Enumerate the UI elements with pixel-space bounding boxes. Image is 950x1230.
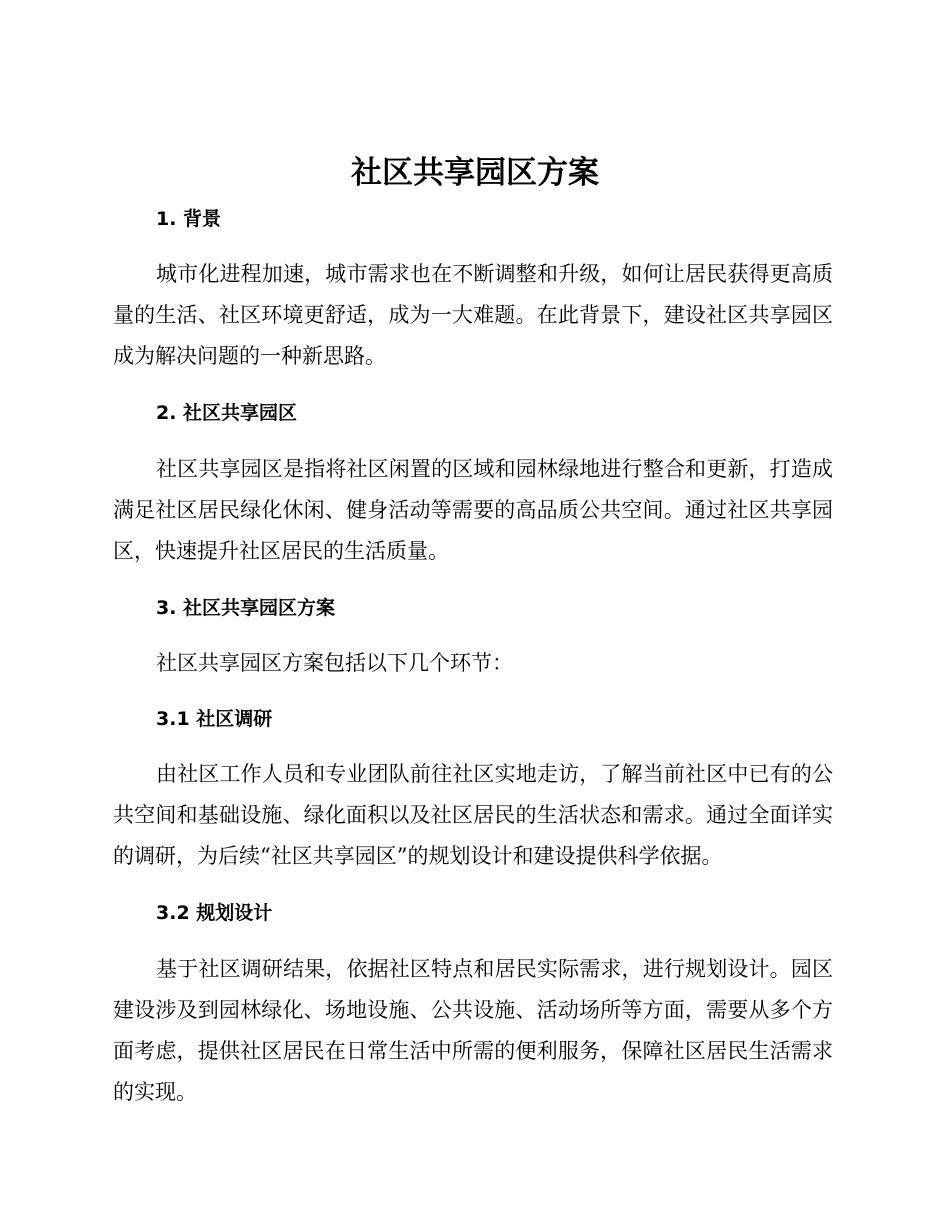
section-paragraph-research: 由社区工作人员和专业团队前往社区实地走访，了解当前社区中已有的公共空间和基础设施、绿化面积以及社区居民的生活状态和需求。通过全面详实的调研，为后续“社区共享园区”的规划设计和建设提供科学依据。 — [113, 762, 833, 868]
section-heading-plan: 3. 社区共享园区方案 — [156, 597, 336, 619]
section-heading-background: 1. 背景 — [156, 208, 222, 230]
section-paragraph-design: 基于社区调研结果，依据社区特点和居民实际需求，进行规划设计。园区建设涉及到园林绿化、场地设施、公共设施、活动场所等方面，需要从多个方面考虑，提供社区居民在日常生活中所需的便利服务，保障社区居民生活需求的实现。 — [113, 957, 833, 1104]
document-title: 社区共享园区方案 — [351, 155, 599, 191]
section-heading-shared-park: 2. 社区共享园区 — [156, 402, 298, 424]
section-heading-design: 3.2 规划设计 — [156, 902, 273, 924]
section-paragraph-plan: 社区共享园区方案包括以下几个环节： — [156, 651, 513, 675]
section-heading-research: 3.1 社区调研 — [156, 708, 273, 730]
section-paragraph-shared-park: 社区共享园区是指将社区闲置的区域和园林绿地进行整合和更新，打造成满足社区居民绿化休闲、健身活动等需要的高品质公共空间。通过社区共享园区，快速提升社区居民的生活质量。 — [113, 457, 833, 563]
section-paragraph-background: 城市化进程加速，城市需求也在不断调整和升级，如何让居民获得更高质量的生活、社区环境更舒适，成为一大难题。在此背景下，建设社区共享园区成为解决问题的一种新思路。 — [113, 262, 833, 368]
